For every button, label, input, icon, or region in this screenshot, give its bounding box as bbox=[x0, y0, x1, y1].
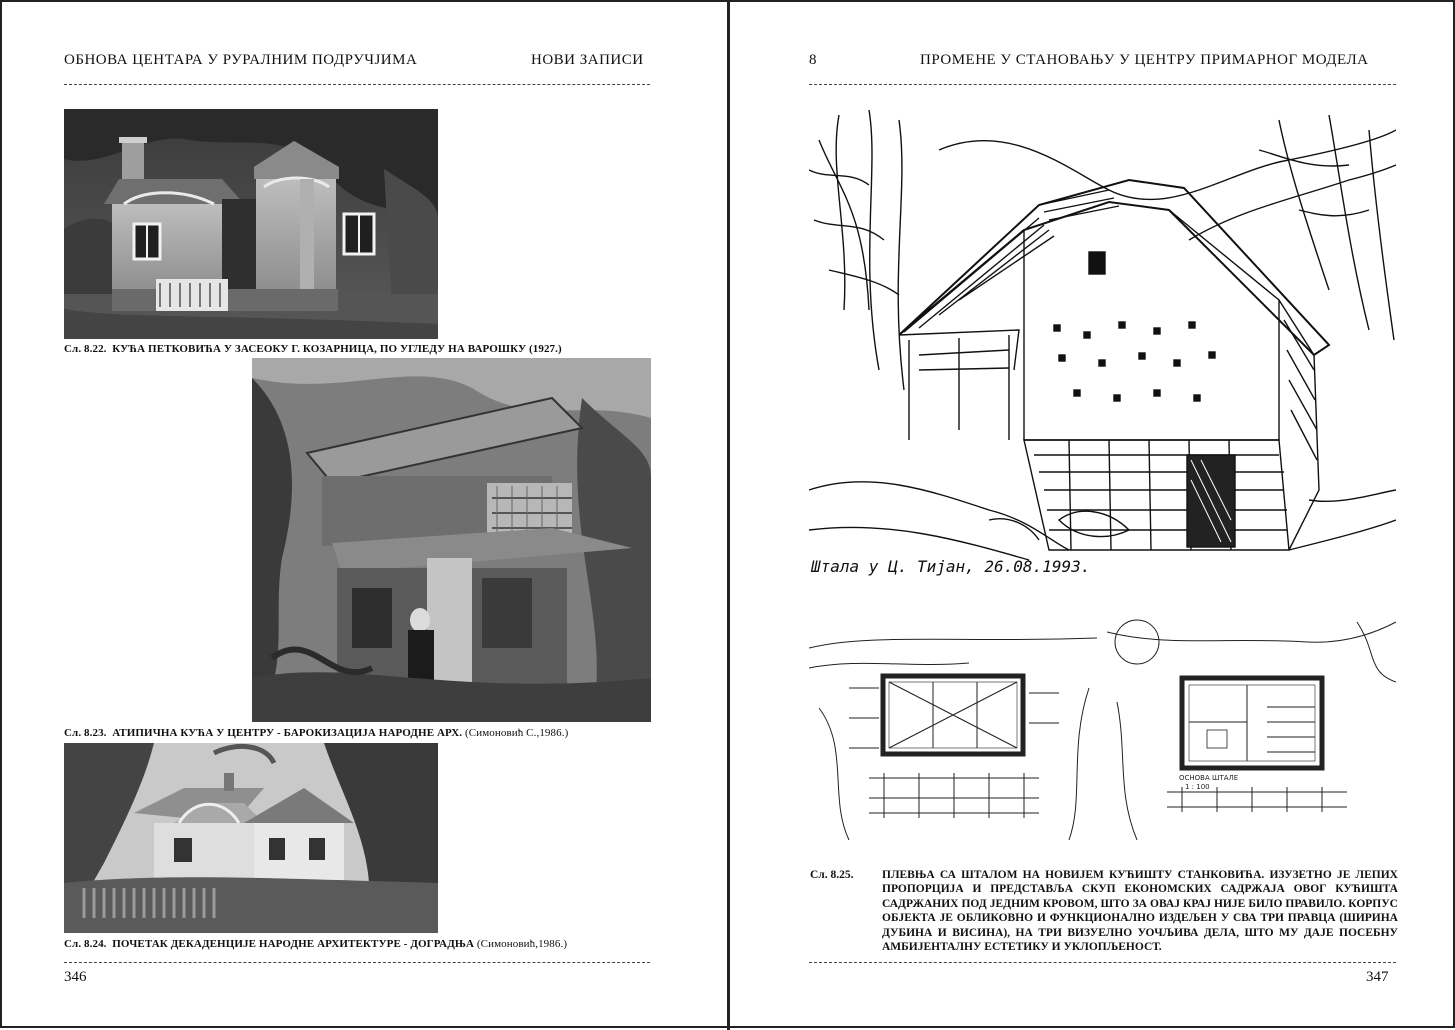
caption-text: КУЋА ПЕТКОВИЋА У ЗАСЕОКУ Г. КОЗАРНИЦА, ПО УГЛЕДУ НА ВАРОШКУ (1927.) bbox=[112, 343, 562, 355]
floor-plan-barn-upper bbox=[809, 628, 1097, 840]
sketch-inscription: Штала у Ц. Тијан, 26.08.1993. bbox=[811, 557, 1091, 576]
floor-plan-stable bbox=[1107, 612, 1396, 840]
right-page bbox=[730, 2, 1455, 1030]
caption-credit: (Симоновић С.,1986.) bbox=[465, 727, 569, 739]
caption-label: Сл. 8.22. bbox=[64, 343, 107, 355]
page-number-left: 346 bbox=[64, 969, 87, 985]
caption-label: Сл. 8.24. bbox=[64, 938, 107, 950]
caption-label: Сл. 8.25. bbox=[810, 869, 854, 881]
plan-scale: 1 : 100 bbox=[1185, 783, 1210, 791]
footer-rule bbox=[809, 962, 1396, 963]
left-page bbox=[2, 2, 727, 1030]
caption-label: Сл. 8.23. bbox=[64, 727, 107, 739]
header-rule bbox=[64, 84, 650, 85]
page-number-right: 347 bbox=[1366, 969, 1389, 985]
header-rule bbox=[809, 84, 1396, 85]
caption-fig-8-25 bbox=[810, 868, 1398, 954]
caption-text: ПЛЕВЊА СА ШТАЛОМ НА НОВИЈЕМ КУЋИШТУ СТАНКОВИЋА. ИЗУЗЕТНО ЈЕ ЛЕПИХ ПРОПОРЦИЈА И ПРЕДСТАВЉА СКУП ЕКОНОМСКИХ САДРЖАЈА ОВОГ КУЋИШТА САДРЖАНИХ ПОД ЈЕДНИМ КРОВОМ, ШТО ЗА ОВАЈ КРАЈ НИЈЕ БИЛО ПРАВИЛО. КОРПУС ОБЈЕКТА ЈЕ ОБЛИКОВНО И ФУНКЦИОНАЛНО ИЗДЕЉЕН У СВА ТРИ ПРАВЦА (ШИРИНА ДУБИНА И ВИСИНА), НА ТРИ ВИЗУЕЛНО УОЧЉИВА ДЕЛА, ШТО МУ ДАЈЕ ПОСЕБНУ АМБИЈЕНТАЛНУ ЕСТЕТИКУ И УКЛОПЉЕНОСТ. bbox=[882, 869, 1398, 954]
caption-text: ПОЧЕТАК ДЕКАДЕНЦИЈЕ НАРОДНЕ АРХИТЕКТУРЕ - ДОГРАДЊА bbox=[112, 938, 475, 950]
caption-text: АТИПИЧНА КУЋА У ЦЕНТРУ - БАРОКИЗАЦИЈА НАРОДНЕ АРХ. bbox=[112, 727, 463, 739]
photo-decadence-extension bbox=[64, 743, 438, 933]
caption-fig-8-22 bbox=[64, 343, 562, 355]
caption-credit: (Симоновић,1986.) bbox=[476, 938, 568, 950]
caption-fig-8-24 bbox=[64, 938, 567, 950]
footer-rule bbox=[64, 962, 650, 963]
plan-title: ОСНОВА ШТАЛЕ bbox=[1179, 774, 1239, 782]
caption-fig-8-23 bbox=[64, 727, 568, 739]
running-header-title: ОБНОВА ЦЕНТАРА У РУРАЛНИМ ПОДРУЧЈИМА bbox=[64, 52, 418, 68]
running-header-chapter-number: 8 bbox=[809, 52, 817, 68]
photo-atypical-house bbox=[252, 358, 651, 722]
running-header-section: НОВИ ЗАПИСИ bbox=[531, 52, 644, 68]
running-header-title: ПРОМЕНЕ У СТАНОВАЊУ У ЦЕНТРУ ПРИМАРНОГ МОДЕЛА bbox=[920, 52, 1369, 68]
photo-petkovic-house bbox=[64, 109, 438, 339]
barn-sketch bbox=[809, 110, 1396, 582]
